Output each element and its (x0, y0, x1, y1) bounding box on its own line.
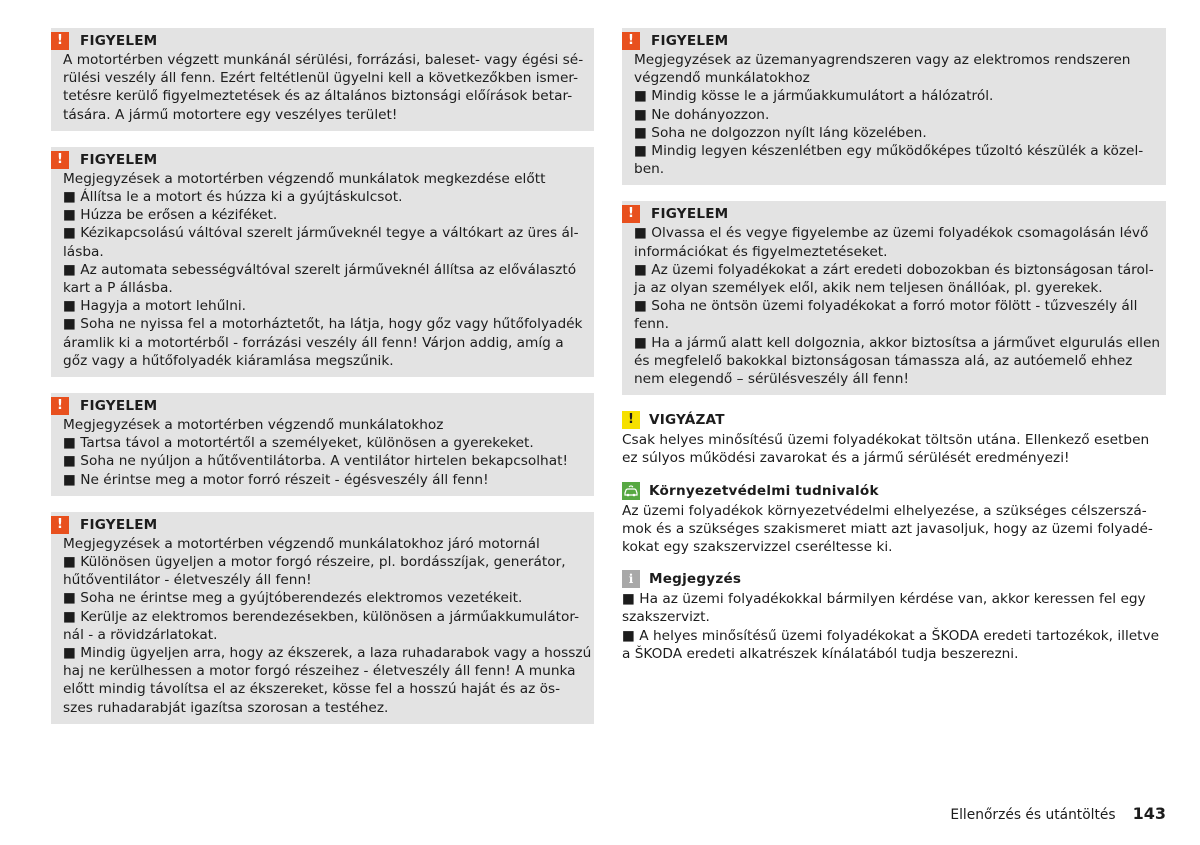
warning-text-line: nál - a rövidzárlatokat. (63, 626, 218, 643)
warning-header (51, 397, 582, 415)
warning-text-line: ■ Soha ne dolgozzon nyílt láng közelében. (634, 124, 927, 141)
warning-box (51, 512, 594, 724)
recycle-car-icon (622, 482, 640, 500)
warning-text-line: ■ Húzza be erősen a kéziféket. (63, 207, 278, 224)
right-warning-boxes (622, 28, 1166, 395)
environment-heading: Környezetvédelmi tudnivalók (649, 482, 879, 499)
warning-header (622, 32, 1154, 50)
warning-text-line: előtt mindig távolítsa el az ékszereket, kösse fel a hosszú haját és az ös- (63, 681, 561, 698)
warning-text-line: tására. A jármű motortere egy veszélyes terület! (63, 106, 398, 123)
note-text-line: ■ A helyes minősítésű üzemi folyadékokat a ŠKODA eredeti tartozékok, illetve (622, 627, 1160, 644)
warning-icon: ! (622, 32, 640, 50)
warning-text-line: ■ Ne dohányozzon. (634, 106, 770, 123)
note-text-line: szakszervizt. (622, 609, 710, 626)
warning-box (51, 393, 594, 496)
warning-text-line: ■ Különösen ügyeljen a motor forgó részeire, pl. bordásszíjak, generátor, (63, 554, 566, 571)
warning-heading: FIGYELEM (80, 398, 158, 415)
note-text-line: a ŠKODA eredeti alkatrészek kínálatából tudja beszerezni. (622, 645, 1019, 662)
warning-text-line: rülési veszély áll fenn. Ezért feltétlenül ügyelni kell a következőkben ismer- (63, 70, 579, 87)
warning-icon: ! (51, 397, 69, 415)
warning-text-line: ■ Soha ne érintse meg a gyújtóberendezés elektromos vezetékeit. (63, 590, 523, 607)
warning-heading: FIGYELEM (651, 206, 729, 223)
warning-text-line: fenn. (634, 316, 669, 333)
warning-heading: FIGYELEM (651, 33, 729, 49)
warning-box (622, 28, 1166, 185)
warning-text-line: ■ Tartsa távol a motortértől a személyeket, különösen a gyerekeket. (63, 435, 534, 452)
warning-text-line: végzendő munkálatokhoz (634, 70, 810, 87)
warning-heading: FIGYELEM (80, 33, 158, 49)
left-column (51, 28, 594, 740)
section-title: Ellenőrzés és utántöltés (950, 807, 1116, 823)
warning-text-line: ■ Ne érintse meg a motor forró részeit - égésveszély áll fenn! (63, 471, 489, 488)
note-header (622, 570, 1166, 588)
warning-text-line: ja az olyan személyek elől, akik nem teljesen önállóak, pl. gyerekek. (634, 280, 1103, 297)
caution-text-line: ez súlyos működési zavarokat és a jármű sérülését eredményezi! (622, 450, 1070, 467)
caution-icon: ! (622, 411, 640, 429)
warning-text-line: ■ Soha ne nyúljon a hűtőventilátorba. A ventilátor hirtelen bekapcsolhat! (63, 453, 568, 470)
page-number: 143 (1132, 804, 1166, 823)
warning-text-line: ■ Soha ne öntsön üzemi folyadékokat a forró motor fölött - tűzveszély áll (634, 298, 1138, 315)
warning-text-line: ben. (634, 161, 665, 178)
right-column (622, 28, 1166, 677)
warning-text-line: ■ Állítsa le a motort és húzza ki a gyújtáskulcsot. (63, 189, 403, 206)
caution-heading: VIGYÁZAT (649, 412, 725, 429)
caution-header (622, 411, 1166, 429)
warning-header (51, 32, 582, 50)
warning-text-line: ■ Az üzemi folyadékokat a zárt eredeti dobozokban és biztonságosan tárol- (634, 261, 1154, 278)
warning-box (51, 147, 594, 377)
warning-box (622, 201, 1166, 395)
environment-text-line: Az üzemi folyadékok környezetvédelmi elhelyezése, a szükséges célszerszá- (622, 502, 1147, 519)
warning-text-line: ■ Mindig legyen készenlétben egy működőképes tűzoltó készülék a közel- (634, 143, 1144, 160)
warning-text-line: ■ Kézikapcsolású váltóval szerelt járműveknél tegye a váltókart az üres ál- (63, 225, 579, 242)
note-text-line: ■ Ha az üzemi folyadékokkal bármilyen kérdése van, akkor keressen fel egy (622, 591, 1146, 608)
warning-text-line: ■ Olvassa el és vegye figyelembe az üzemi folyadékok csomagolásán lévő (634, 225, 1149, 242)
warning-text-line: A motortérben végzett munkánál sérülési, forrázási, baleset- vagy égési sé- (63, 52, 584, 68)
warning-text-line: ■ Ha a jármű alatt kell dolgoznia, akkor biztosítsa a járművet elgurulás ellen (634, 334, 1161, 351)
warning-text-line: Megjegyzések a motortérben végzendő munkálatokhoz (63, 417, 444, 434)
environment-header (622, 482, 1166, 500)
warning-header (622, 205, 1154, 223)
note-section (622, 570, 1166, 663)
environment-section (622, 482, 1166, 557)
warning-header (51, 151, 582, 169)
warning-icon: ! (622, 205, 640, 223)
caution-section (622, 411, 1166, 467)
warning-box (51, 28, 594, 131)
warning-heading: FIGYELEM (80, 151, 158, 168)
page-footer (950, 804, 1166, 823)
warning-text-line: nem elegendő – sérülésveszély áll fenn! (634, 371, 909, 388)
warning-text-line: információkat és figyelmeztetéseket. (634, 243, 888, 260)
warning-icon: ! (51, 516, 69, 534)
warning-text-line: ■ Az automata sebességváltóval szerelt járműveknél állítsa az előválasztó (63, 261, 577, 278)
warning-text-line: tetésre kerülő figyelmeztetések és az általános biztonsági előírások betar- (63, 88, 573, 105)
warning-text-line: lásba. (63, 243, 104, 260)
warning-text-line: áramlik ki a motortérből - forrázási veszély áll fenn! Várjon addig, amíg a (63, 334, 564, 351)
warning-text-line: Megjegyzések az üzemanyagrendszeren vagy az elektromos rendszeren (634, 52, 1131, 68)
warning-text-line: hűtőventilátor - életveszély áll fenn! (63, 572, 312, 589)
warning-text-line: Megjegyzések a motortérben végzendő munkálatok megkezdése előtt (63, 170, 546, 187)
warning-text-line: szes ruhadarabját igazítsa szorosan a testéhez. (63, 699, 389, 716)
info-icon: i (622, 570, 640, 588)
warning-text-line: kart a P állásba. (63, 280, 173, 297)
environment-text-line: kokat egy szakszervizzel cseréltesse ki. (622, 539, 893, 556)
warning-text-line: Megjegyzések a motortérben végzendő munkálatokhoz járó motornál (63, 535, 540, 552)
warning-heading: FIGYELEM (80, 516, 158, 533)
note-heading: Megjegyzés (649, 571, 742, 588)
warning-text-line: ■ Soha ne nyissa fel a motorháztetőt, ha látja, hogy gőz vagy hűtőfolyadék (63, 316, 583, 333)
warning-text-line: gőz vagy a hűtőfolyadék kiáramlása megszűnik. (63, 352, 394, 369)
warning-text-line: ■ Mindig ügyeljen arra, hogy az ékszerek, a laza ruhadarabok vagy a hosszú (63, 645, 592, 662)
warning-text-line: ■ Mindig kösse le a járműakkumulátort a hálózatról. (634, 88, 994, 105)
environment-text-line: mok és a szükséges szakismeret miatt azt javasoljuk, hogy az üzemi folyadé- (622, 520, 1153, 537)
warning-icon: ! (51, 151, 69, 169)
warning-text-line: haj ne kerülhessen a motor forgó részeihez - életveszély áll fenn! A munka (63, 663, 576, 680)
warning-icon: ! (51, 32, 69, 50)
caution-text-line: Csak helyes minősítésű üzemi folyadékokat töltsön utána. Ellenkező esetben (622, 432, 1150, 449)
warning-text-line: és megfelelő bakokkal biztonságosan támassza alá, az autóemelő ehhez (634, 352, 1133, 369)
warning-header (51, 516, 582, 534)
warning-text-line: ■ Hagyja a motort lehűlni. (63, 298, 247, 315)
warning-text-line: ■ Kerülje az elektromos berendezésekben, különösen a járműakkumulátor- (63, 608, 580, 625)
